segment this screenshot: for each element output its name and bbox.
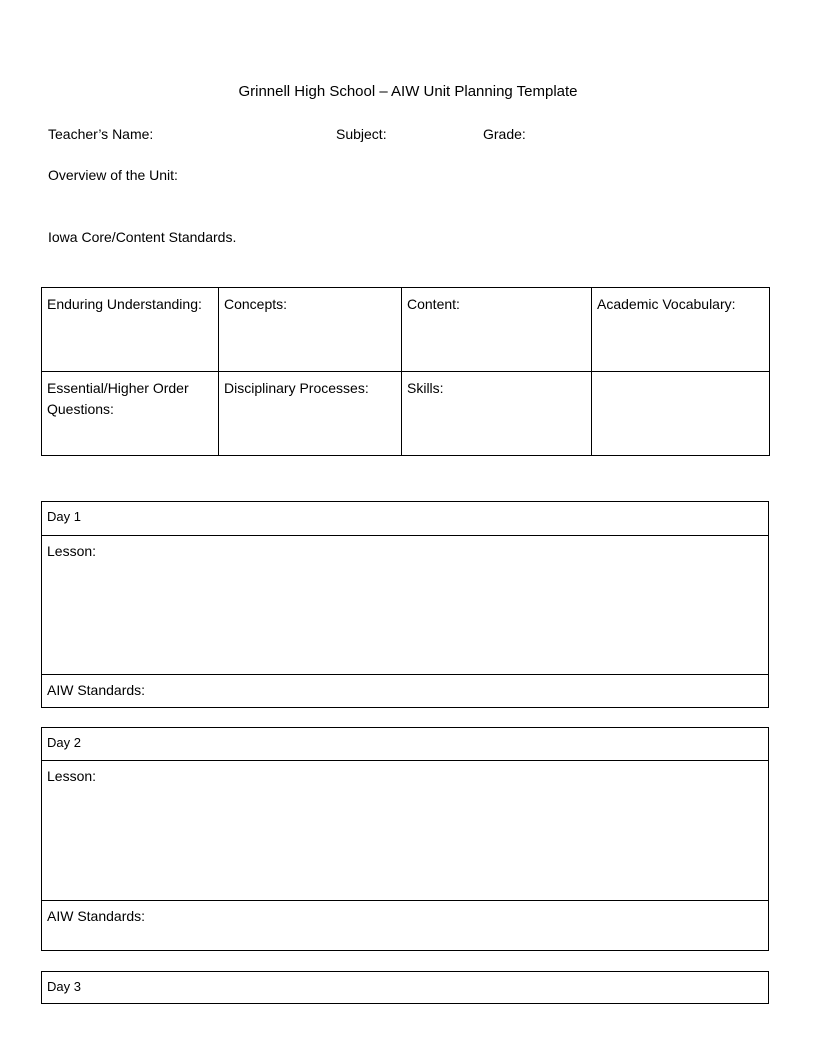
grade-label: Grade: [483,126,526,142]
day-1-label: Day 1 [47,509,81,524]
essential-questions-label: Essential/Higher Order Questions: [47,380,189,417]
day-1-lesson-cell[interactable] [42,536,768,675]
overview-label: Overview of the Unit: [48,167,178,183]
day-2-header [42,728,768,761]
empty-cell[interactable] [592,372,770,456]
day-2-label: Day 2 [47,735,81,750]
disciplinary-processes-label: Disciplinary Processes: [224,380,369,396]
day-3-label: Day 3 [47,979,81,994]
day-1-lesson-label: Lesson: [47,543,97,559]
day-2-block [41,727,769,951]
day-3-header [42,972,768,1003]
concepts-cell[interactable] [219,288,402,372]
day-1-block [41,501,769,708]
disciplinary-processes-cell[interactable] [219,372,402,456]
day-2-aiw-cell[interactable] [42,901,768,950]
content-label: Content: [407,296,460,312]
day-2-aiw-label: AIW Standards: [47,908,146,924]
enduring-understanding-label: Enduring Understanding: [47,296,202,312]
teacher-name-label: Teacher’s Name: [48,126,154,142]
subject-label: Subject: [336,126,387,142]
day-1-aiw-label: AIW Standards: [47,682,146,698]
skills-label: Skills: [407,380,444,396]
academic-vocabulary-label: Academic Vocabulary: [597,296,736,312]
standards-label: Iowa Core/Content Standards. [48,229,237,245]
concepts-label: Concepts: [224,296,288,312]
planning-grid-row [42,372,770,456]
day-2-lesson-cell[interactable] [42,761,768,901]
essential-questions-cell[interactable] [42,372,219,456]
academic-vocabulary-cell[interactable] [592,288,770,372]
planning-grid-row [42,288,770,372]
day-3-block [41,971,769,1004]
page-title: Grinnell High School – AIW Unit Planning Template [238,83,578,100]
day-1-aiw-cell[interactable] [42,675,768,707]
skills-cell[interactable] [402,372,592,456]
day-1-header [42,502,768,536]
day-2-lesson-label: Lesson: [47,768,97,784]
planning-grid [41,287,770,456]
content-cell[interactable] [402,288,592,372]
enduring-understanding-cell[interactable] [42,288,219,372]
